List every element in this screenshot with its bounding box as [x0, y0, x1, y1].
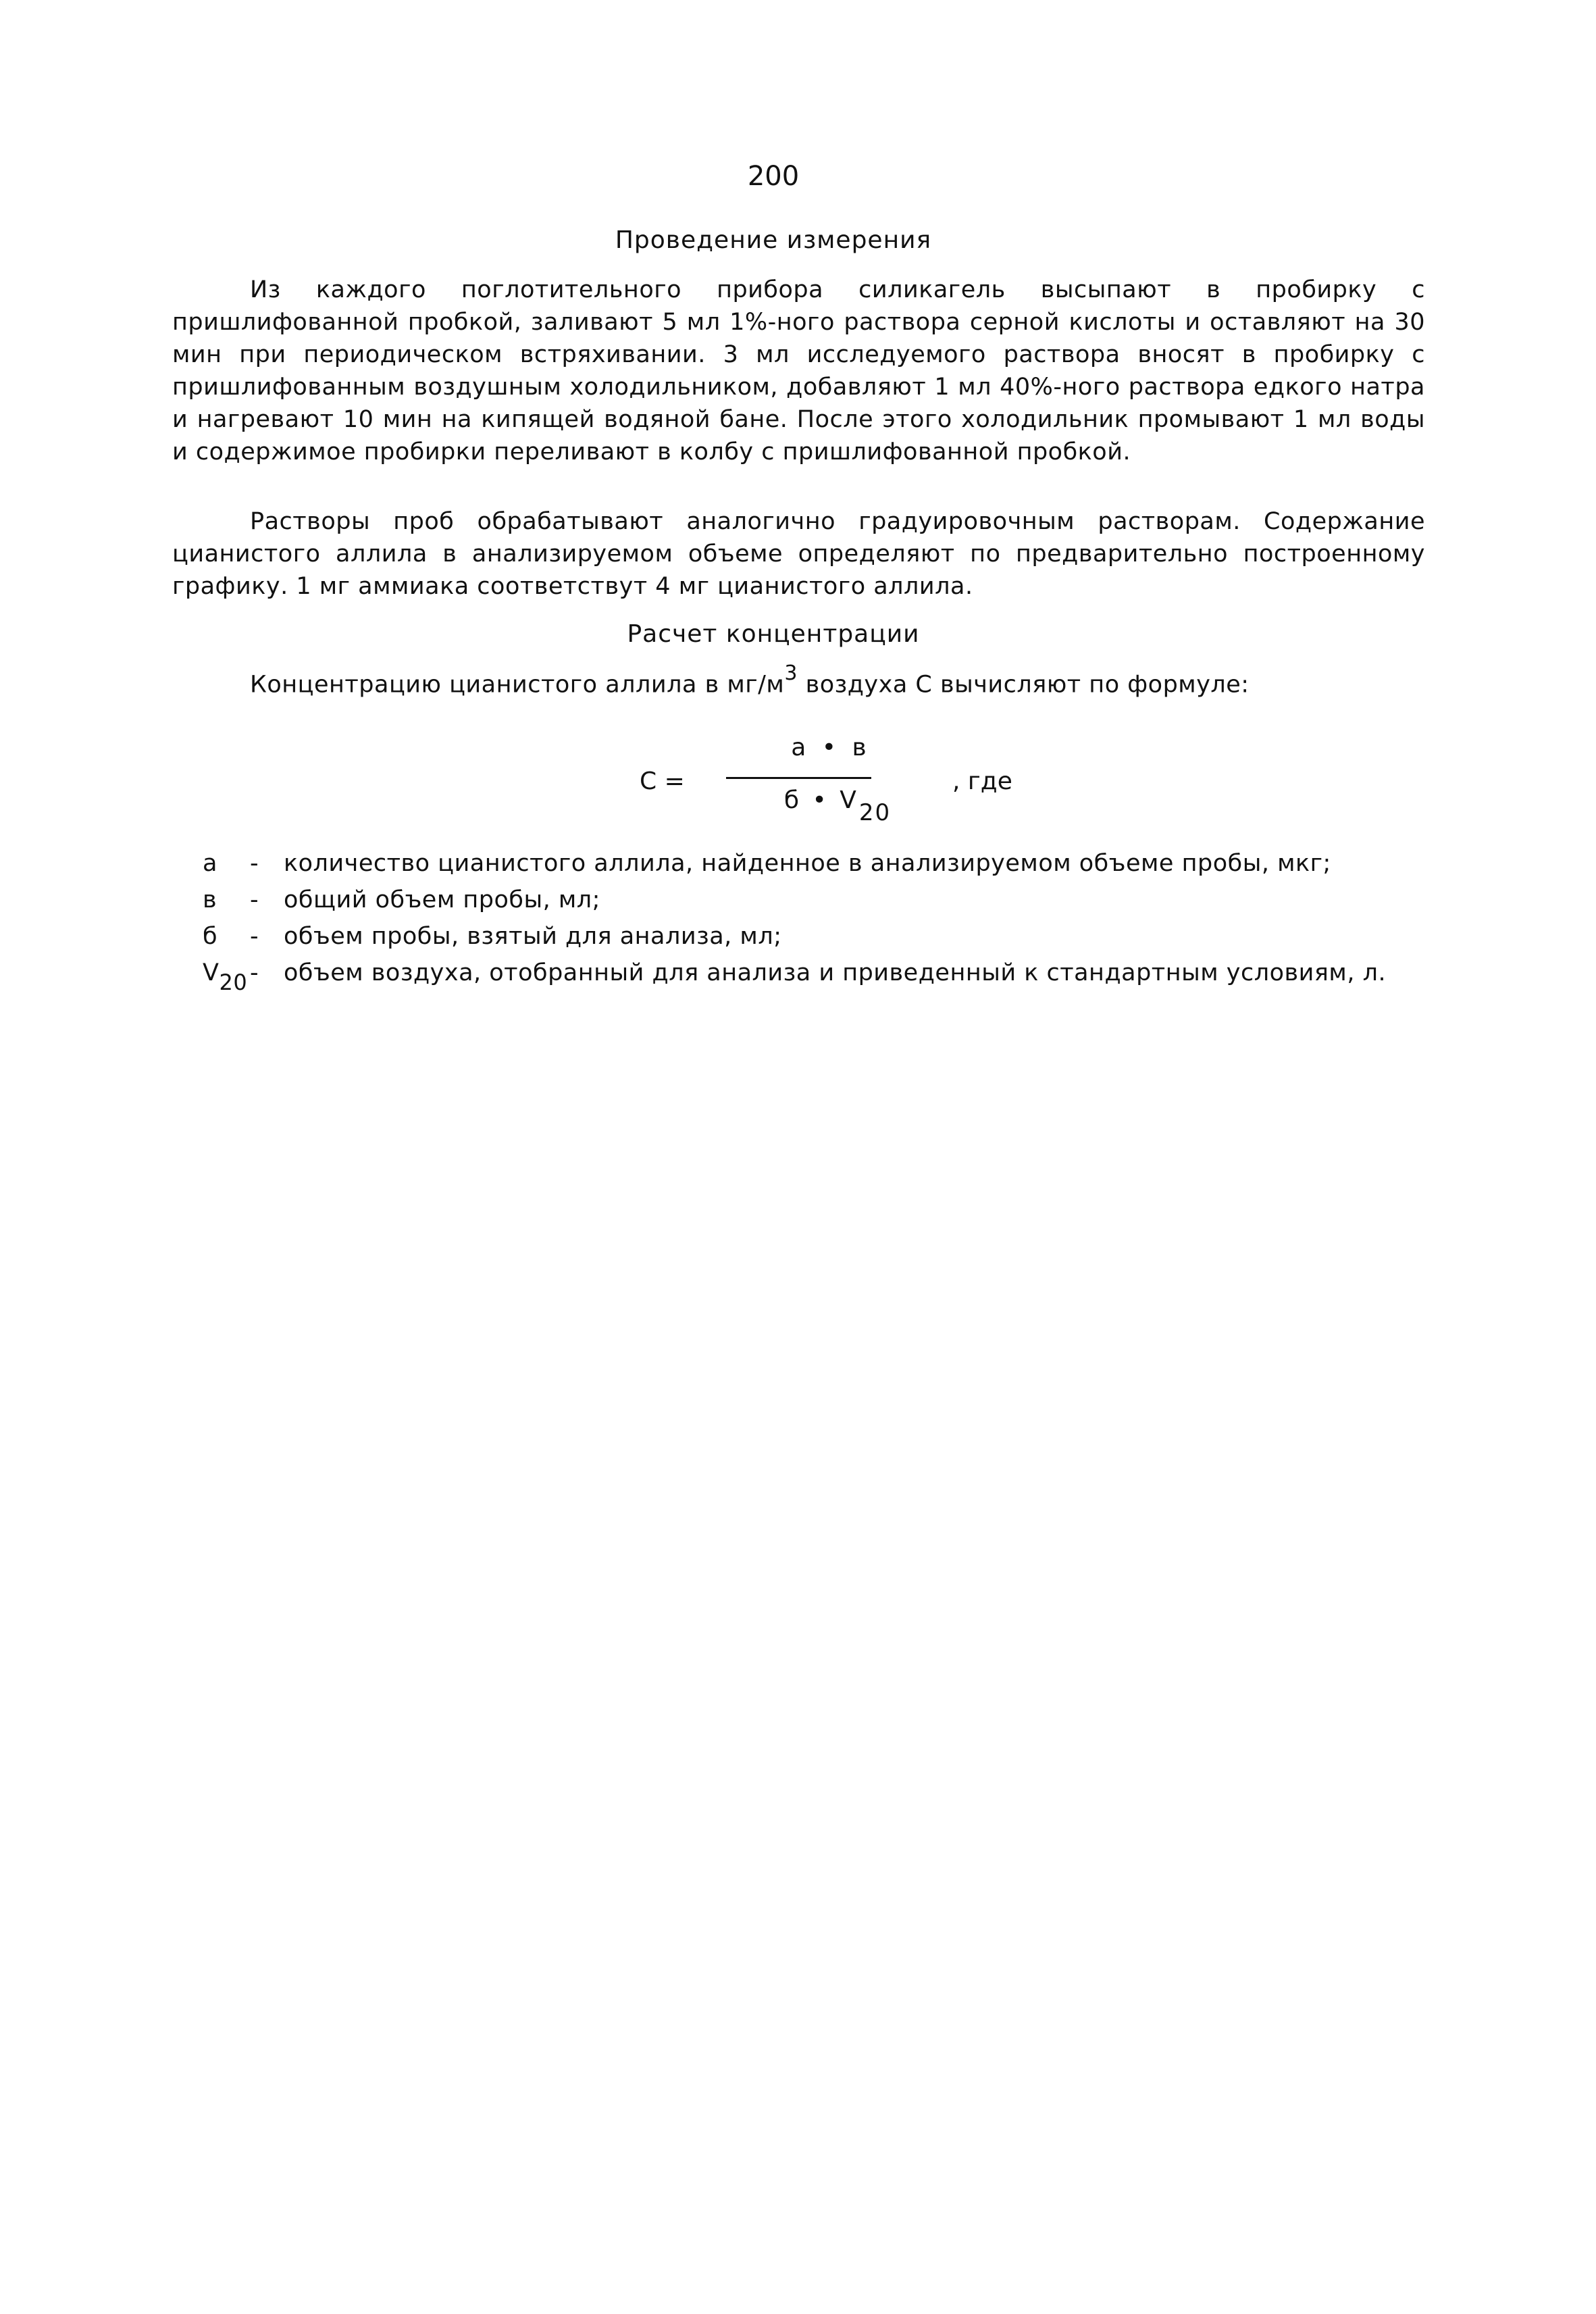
formula-denominator-main: б • V: [783, 786, 859, 814]
definition-dash: -: [250, 959, 259, 986]
definition-row: [203, 957, 1452, 994]
definition-text: количество цианистого аллила, найденное в анализируемом объеме пробы, мкг;: [284, 850, 1331, 877]
fraction-line: [726, 777, 871, 779]
definition-dash: -: [250, 923, 259, 950]
definition-row: [203, 884, 1452, 915]
formula-denominator: [767, 786, 908, 827]
formula-intro: [250, 661, 1250, 699]
formula-lhs: С =: [640, 768, 685, 795]
page-number: 200: [747, 161, 800, 192]
heading-measurement: Проведение измерения: [615, 226, 932, 254]
paragraph-processing: Растворы проб обрабатывают аналогично градуировочным растворам. Содержание цианистого аллила в анализируемом объеме определяют по предварительно построенному графику. 1 мг аммиака соответствут 4 мг цианистого аллила.: [172, 508, 1425, 600]
definition-dash: -: [250, 886, 259, 913]
definition-symbol-subscript: 20: [219, 970, 248, 995]
definitions-list: [203, 848, 1452, 999]
definition-text: объем воздуха, отобранный для анализа и приведенный к стандартным условиям, л.: [284, 959, 1387, 986]
concentration-formula: [632, 730, 1050, 838]
formula-intro-text-end: воздуха С вычисляют по формуле:: [797, 671, 1250, 699]
definition-text: объем пробы, взятый для анализа, мл;: [284, 923, 782, 950]
definition-text: общий объем пробы, мл;: [284, 886, 600, 913]
definition-dash: -: [250, 850, 259, 877]
definition-symbol-main: V: [203, 959, 220, 986]
definition-row: [203, 848, 1452, 879]
definition-symbol: [203, 957, 250, 994]
formula-numerator: а • в: [791, 734, 871, 761]
definition-symbol: а: [203, 850, 217, 877]
formula-intro-superscript: 3: [784, 661, 798, 685]
formula-denominator-subscript: 20: [858, 799, 892, 827]
heading-calculation: Расчет концентрации: [627, 620, 920, 648]
definition-symbol: б: [203, 923, 218, 950]
formula-intro-text: Концентрацию цианистого аллила в мг/м: [250, 671, 785, 699]
definition-symbol: в: [203, 886, 217, 913]
formula-where: , где: [952, 768, 1012, 795]
paragraph-procedure: Из каждого поглотительного прибора силикагель высыпают в пробирку с пришлифованной пробкой, заливают 5 мл 1%-ного раствора серной кислоты и оставляют на 30 мин при периодическом встряхивании. 3 мл исследуемого раствора вносят в пробирку с пришлифованным воздушным холодильником, добавляют 1 мл 40%-ного раствора едкого натра и нагревают 10 мин на кипящей водяной бане. После этого холодильник промывают 1 мл воды и содержимое пробирки переливают в колбу с пришлифованной пробкой.: [172, 276, 1425, 466]
definition-row: [203, 921, 1452, 952]
